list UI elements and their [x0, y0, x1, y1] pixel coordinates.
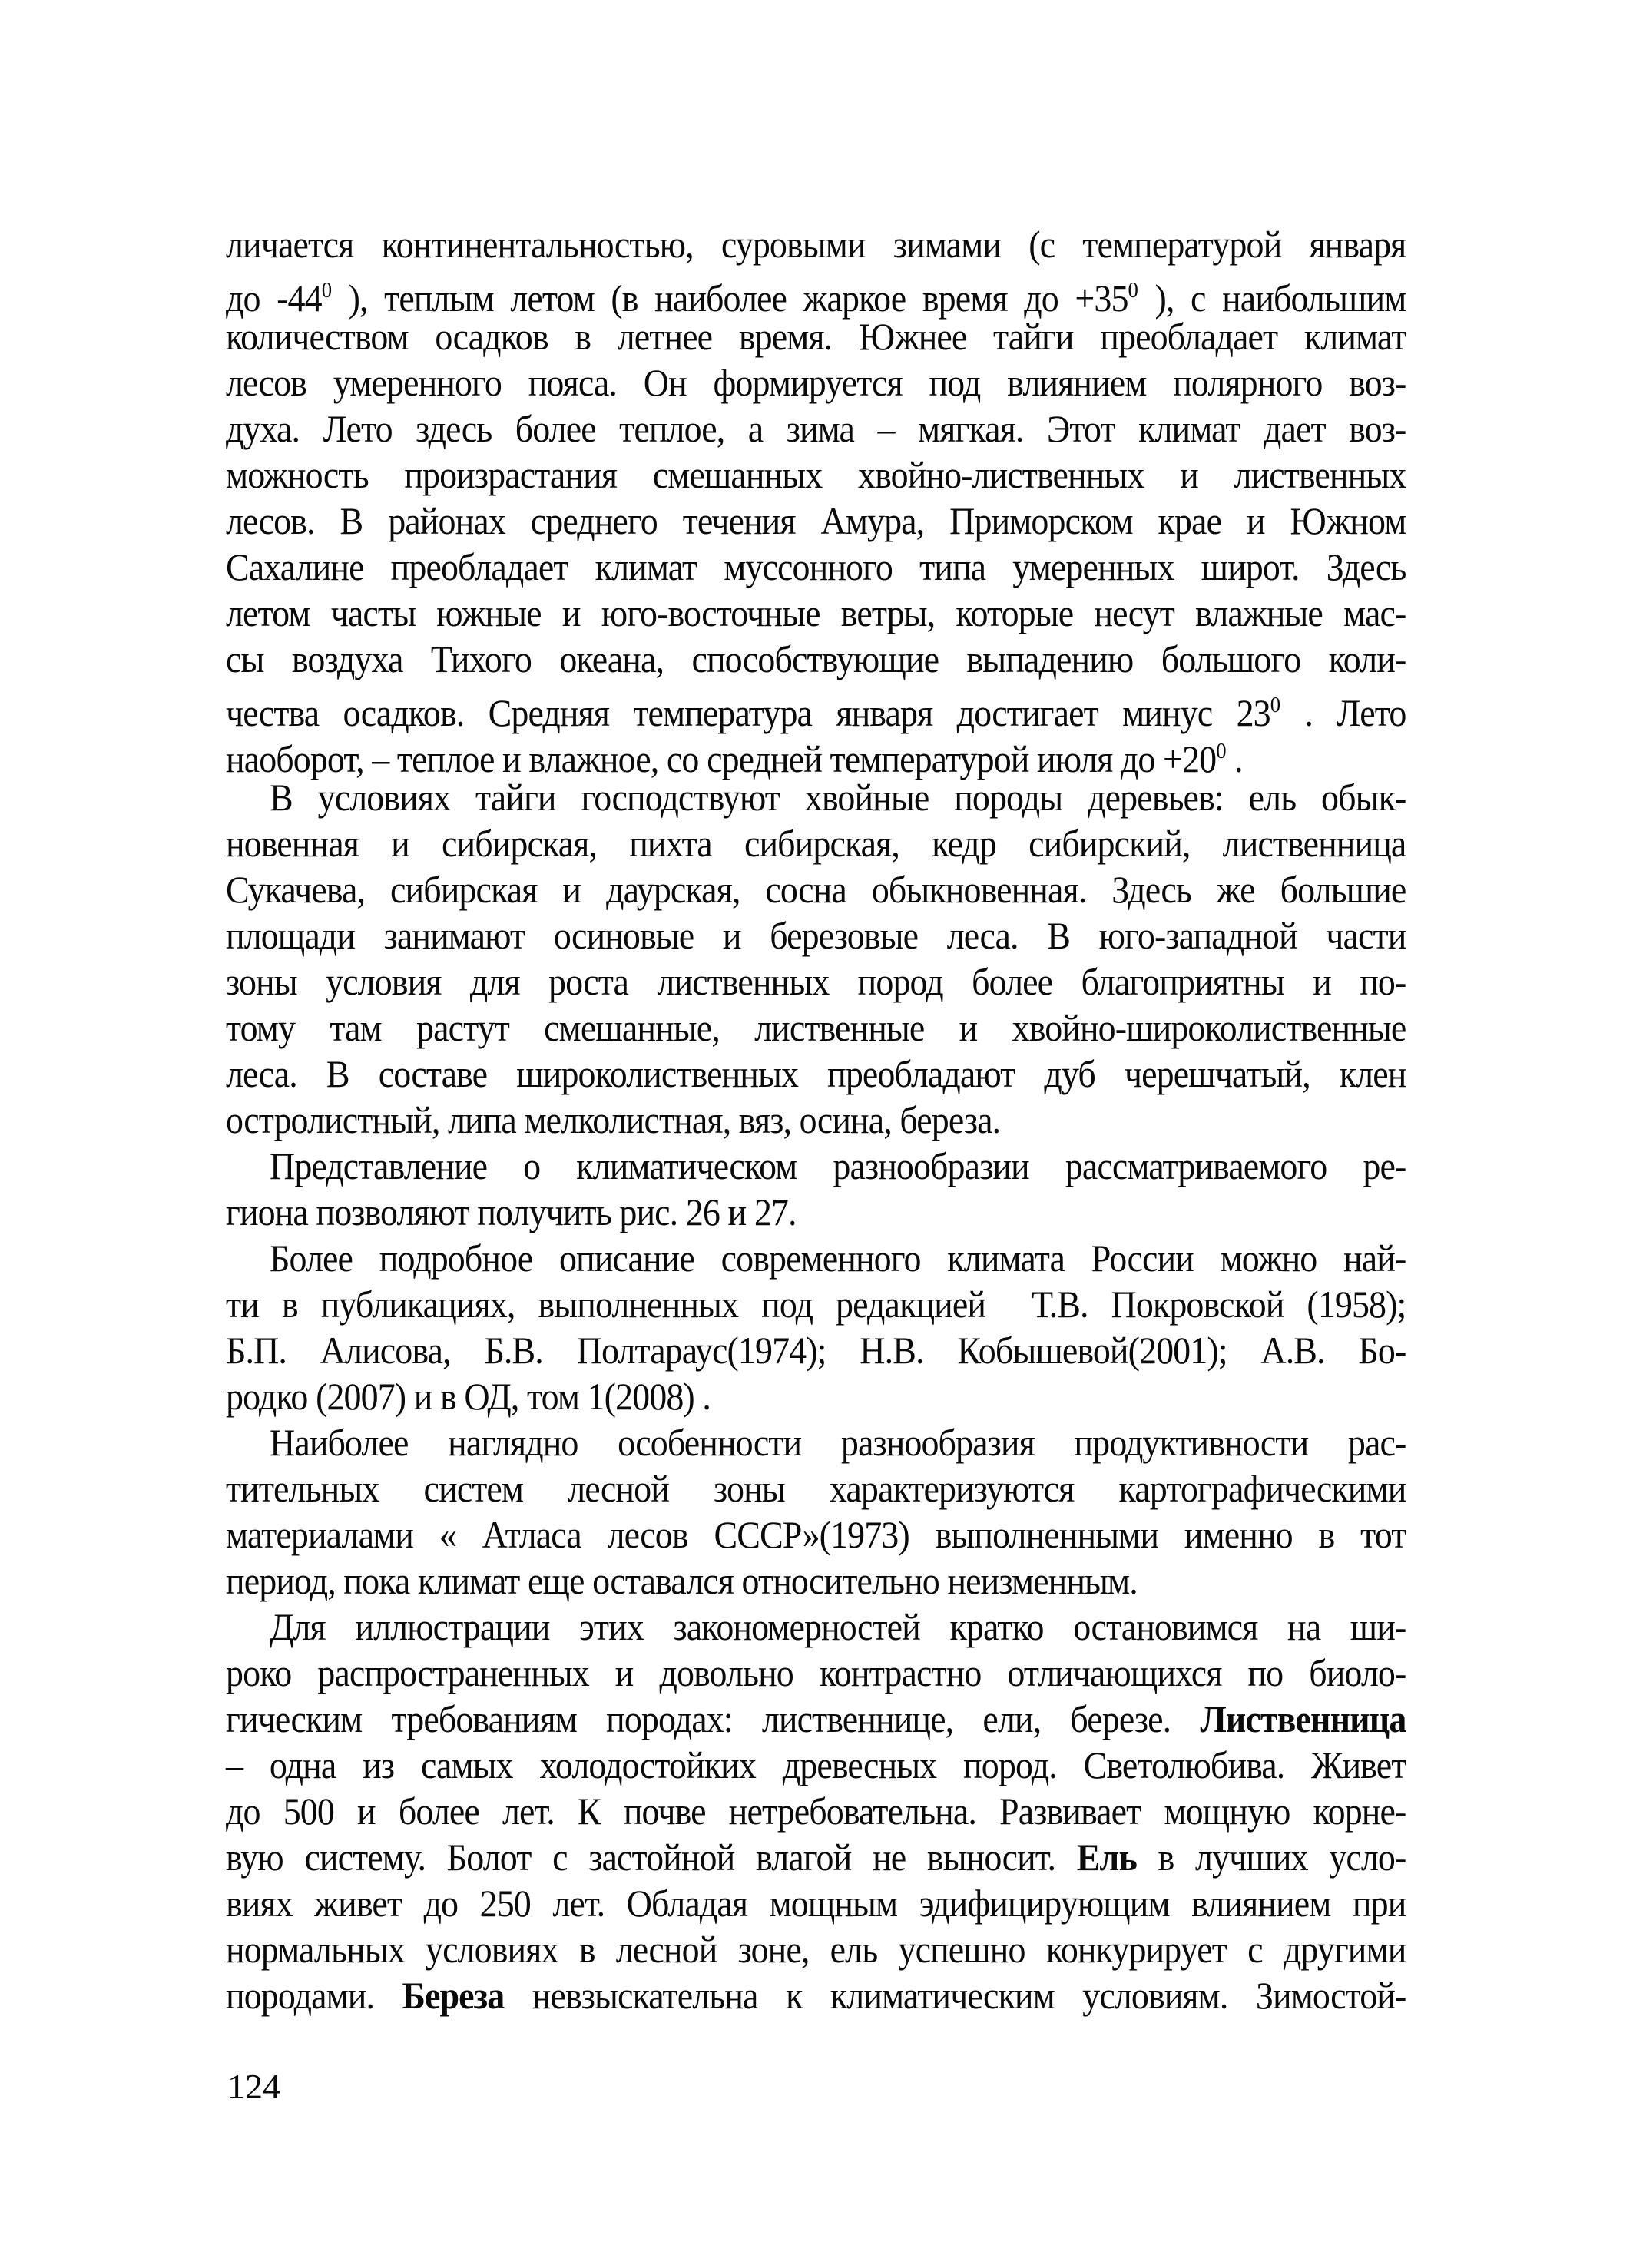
text-run: лесов. В районах среднего течения Амура, Приморском крае и Южном — [226, 499, 1406, 542]
text-block — [226, 221, 1406, 2018]
text-run: породами. — [226, 1974, 402, 2017]
text-run: Для иллюстрации этих закономерностей кратко остановимся на ши- — [270, 1605, 1406, 1648]
text-line — [226, 774, 1406, 820]
text-line — [226, 1097, 1406, 1143]
text-run: личается континентальностью, суровыми зимами (с температурой января — [226, 223, 1406, 266]
text-line — [226, 1143, 1406, 1189]
text-run: родко (2007) и в ОД, том 1(2008) . — [226, 1375, 711, 1418]
text-line — [226, 1005, 1406, 1051]
superscript-degree: 0 — [1128, 278, 1138, 303]
text-line — [226, 498, 1406, 544]
text-line — [226, 728, 1406, 780]
text-run: . Лето — [1280, 690, 1406, 734]
text-line — [226, 1327, 1406, 1373]
text-run: духа. Лето здесь более теплое, а зима – мягкая. Этот климат дает воз- — [226, 407, 1406, 450]
text-line — [226, 959, 1406, 1005]
text-line — [226, 1419, 1406, 1465]
text-run: Сахалине преобладает климат муссонного типа умеренных широт. Здесь — [226, 545, 1406, 588]
text-line — [226, 1788, 1406, 1834]
text-run: до -44 — [226, 276, 322, 320]
text-line — [226, 1373, 1406, 1419]
text-run: Ель — [1076, 1836, 1137, 1879]
text-run: можность произрастания смешанных хвойно-лиственных и лиственных — [226, 453, 1406, 496]
text-line — [226, 452, 1406, 498]
text-run: Б.П. Алисова, Б.В. Полтараус(1974); Н.В. Кобышевой(2001); А.В. Бо- — [226, 1329, 1406, 1372]
text-run: новенная и сибирская, пихта сибирская, кедр сибирский, лиственница — [226, 822, 1406, 865]
text-run: нормальных условиях в лесной зоне, ель успешно конкурирует с другими — [226, 1928, 1406, 1971]
text-run: ), с наибольшим — [1138, 276, 1406, 320]
text-line — [226, 1926, 1406, 1972]
text-line — [226, 1235, 1406, 1281]
text-line — [226, 682, 1406, 734]
superscript-degree: 0 — [1216, 739, 1227, 763]
text-line — [226, 912, 1406, 959]
text-line — [226, 1880, 1406, 1926]
text-line — [226, 1189, 1406, 1235]
text-run: Сукачева, сибирская и даурская, сосна обыкновенная. Здесь же большие — [226, 868, 1406, 911]
text-line — [226, 1696, 1406, 1742]
text-line — [226, 406, 1406, 452]
text-run: виях живет до 250 лет. Обладая мощным эдифицирующим влиянием при — [226, 1882, 1406, 1925]
text-line — [226, 1972, 1406, 2018]
text-run: Более подробное описание современного климата России можно най- — [270, 1237, 1406, 1280]
text-line — [226, 820, 1406, 866]
text-run: наоборот, – теплое и влажное, со средней температурой июля до +20 — [226, 737, 1217, 780]
text-line — [226, 544, 1406, 590]
text-run: гиона позволяют получить рис. 26 и 27. — [226, 1190, 797, 1233]
text-run: площади занимают осиновые и березовые леса. В юго-западной части — [226, 914, 1406, 957]
text-run: чества осадков. Средняя температура января достигает минус 23 — [226, 690, 1270, 734]
text-line — [226, 1281, 1406, 1327]
text-run: леса. В составе широколиственных преобладают дуб черешчатый, клен — [226, 1052, 1406, 1095]
text-run: зоны условия для роста лиственных пород более благоприятны и по- — [226, 960, 1406, 1003]
text-run: Наиболее наглядно особенности разнообразия продуктивности рас- — [270, 1421, 1406, 1464]
text-line — [226, 1511, 1406, 1558]
text-line — [226, 1558, 1406, 1604]
text-run: остролистный, липа мелколистная, вяз, осина, береза. — [226, 1098, 1001, 1141]
text-line — [226, 636, 1406, 682]
text-run: Лиственница — [1200, 1697, 1406, 1740]
superscript-degree: 0 — [1270, 693, 1281, 717]
text-line — [226, 267, 1406, 320]
text-line — [226, 1834, 1406, 1880]
text-line — [226, 221, 1406, 267]
text-run: В условиях тайги господствуют хвойные породы деревьев: ель обык- — [270, 776, 1406, 819]
text-line — [226, 359, 1406, 406]
text-line — [226, 1742, 1406, 1788]
text-line — [226, 1465, 1406, 1511]
text-run: гическим требованиям породах: лиственнице, ели, березе. — [226, 1697, 1201, 1740]
text-run: невзыскательна к климатическим условиям. Зимостой- — [504, 1974, 1406, 2017]
text-run: вую систему. Болот с застойной влагой не выносит. — [226, 1836, 1077, 1879]
text-run: ), теплым летом (в наиболее жаркое время до +35 — [332, 276, 1128, 320]
text-run: материалами « Атласа лесов СССР»(1973) выполненными именно в тот — [226, 1513, 1406, 1556]
text-line — [226, 590, 1406, 636]
text-run: летом часты южные и юго-восточные ветры, которые несут влажные мас- — [226, 591, 1406, 634]
text-line — [226, 1650, 1406, 1696]
text-run: период, пока климат еще оставался относительно неизменным. — [226, 1559, 1138, 1602]
text-line — [226, 1051, 1406, 1097]
text-line — [226, 1604, 1406, 1650]
text-run: ти в публикациях, выполненных под редакцией Т.В. Покровской (1958); — [226, 1283, 1406, 1326]
text-run: Представление о климатическом разнообразии рассматриваемого ре- — [270, 1144, 1406, 1187]
superscript-degree: 0 — [321, 278, 333, 303]
text-run: тому там растут смешанные, лиственные и хвойно-широколиственные — [226, 1006, 1406, 1049]
text-line — [226, 866, 1406, 912]
text-run: тительных систем лесной зоны характеризуются картографическими — [226, 1467, 1406, 1510]
text-run: Береза — [402, 1974, 505, 2017]
text-run: сы воздуха Тихого океана, способствующие выпадению большого коли- — [226, 637, 1406, 680]
text-run: до 500 и более лет. К почве нетребовательна. Развивает мощную корне- — [226, 1790, 1406, 1833]
text-run: количеством осадков в летнее время. Южнее тайги преобладает климат — [226, 315, 1406, 358]
text-run: лесов умеренного пояса. Он формируется под влиянием полярного воз- — [226, 361, 1406, 404]
text-run: в лучших усло- — [1136, 1836, 1406, 1879]
text-run: . — [1226, 737, 1243, 780]
text-run: – одна из самых холодостойких древесных пород. Светолюбива. Живет — [226, 1743, 1406, 1786]
text-line — [226, 313, 1406, 359]
page-number: 124 — [227, 2067, 280, 2106]
text-run: роко распространенных и довольно контрастно отличающихся по биоло- — [226, 1651, 1406, 1694]
